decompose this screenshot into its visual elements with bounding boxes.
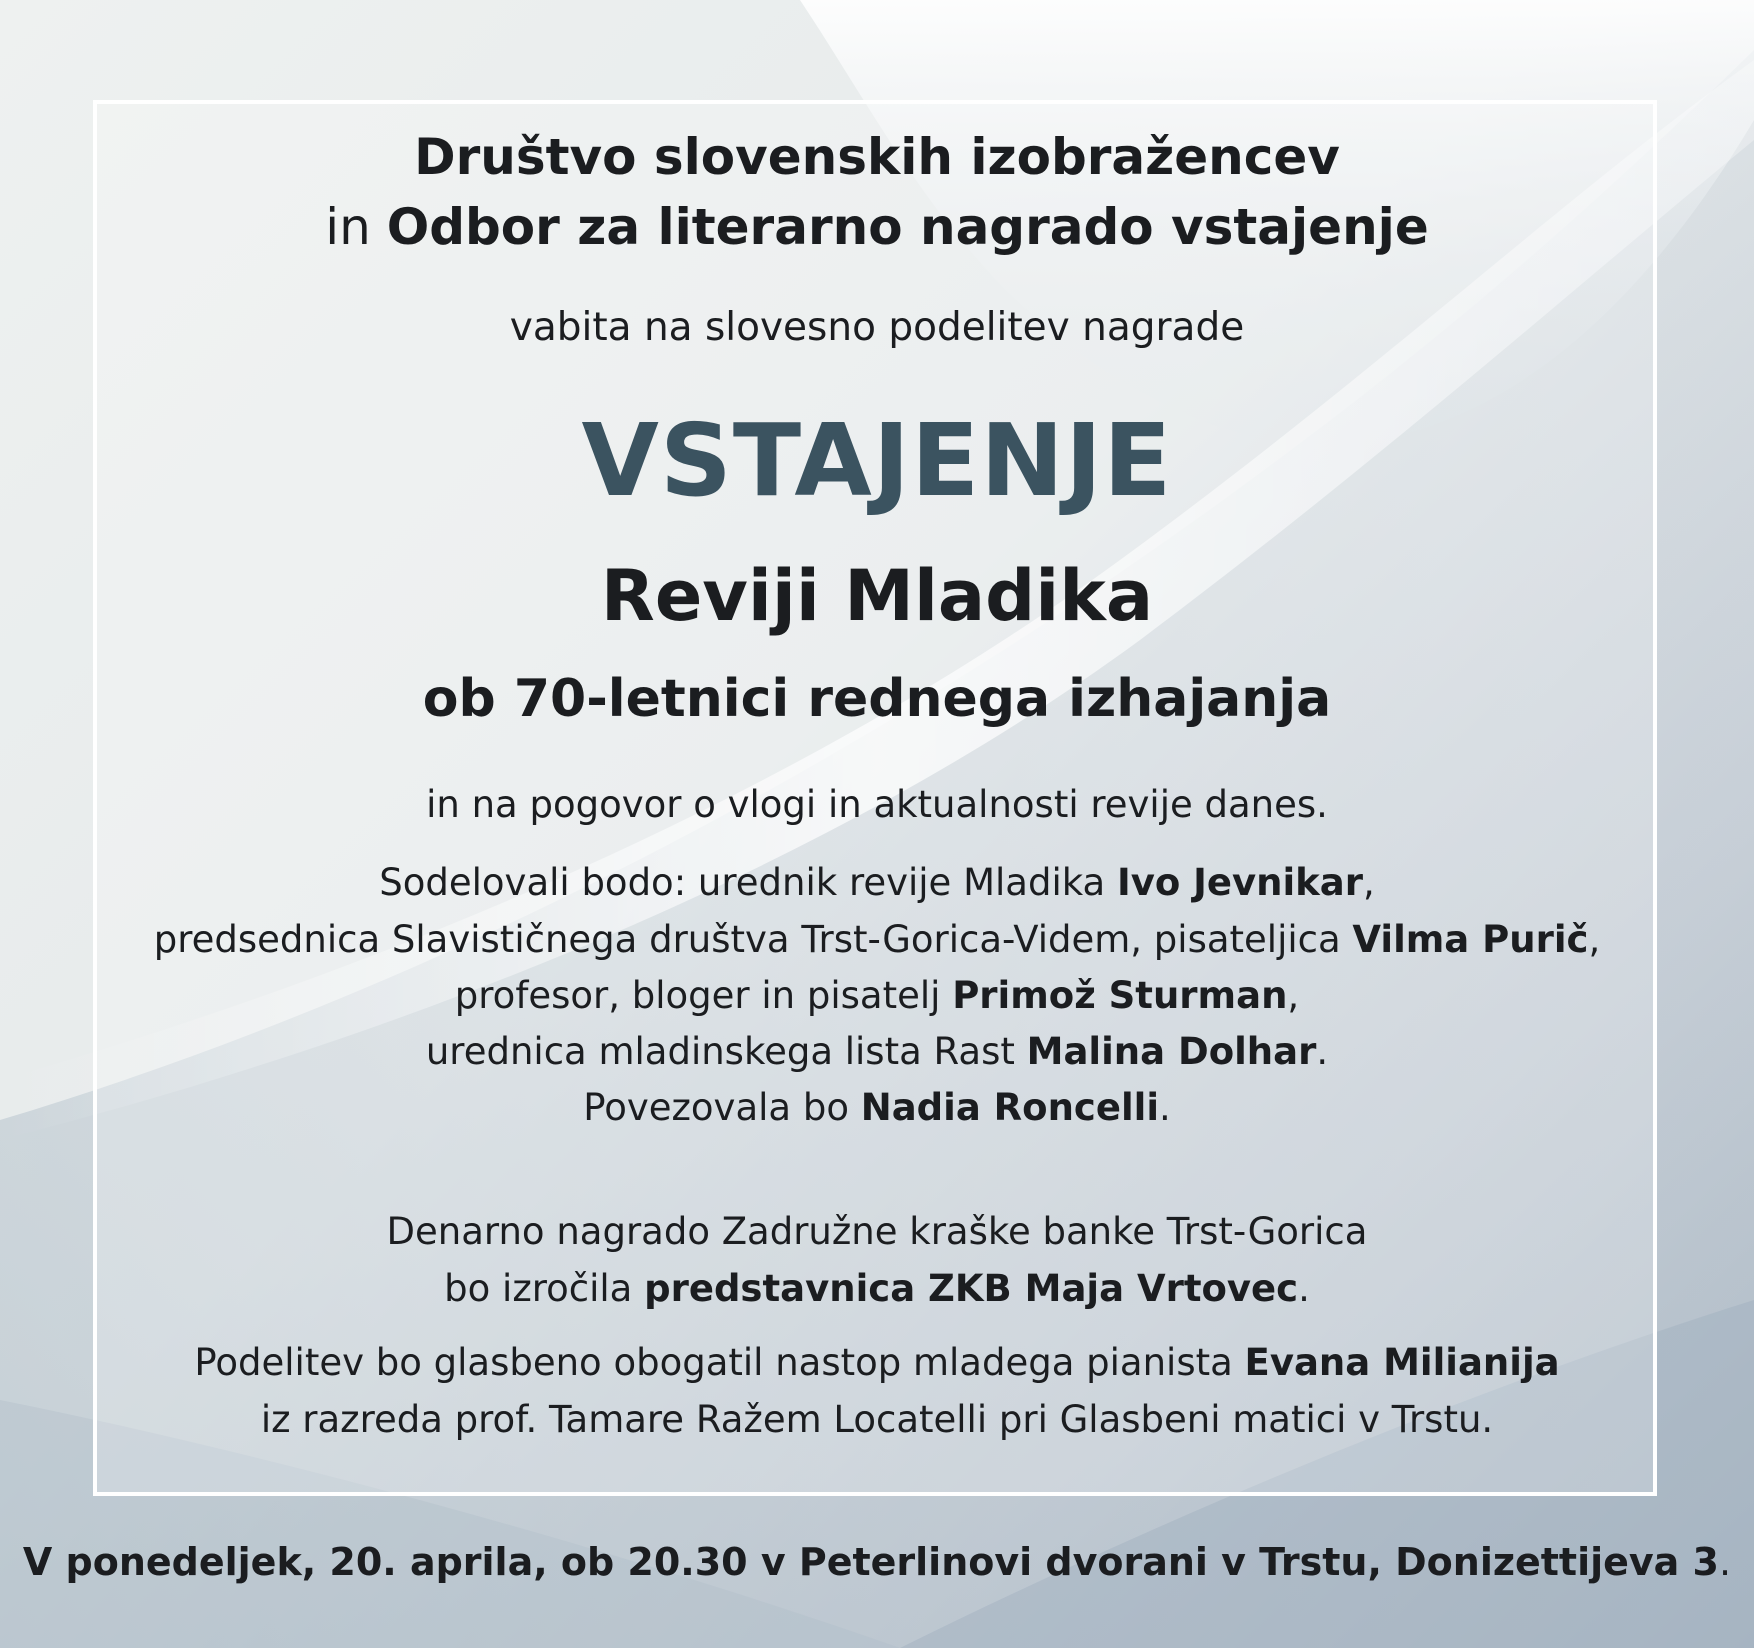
prize-line-2: bo izročila predstavnica ZKB Maja Vrtovec. [444, 1267, 1310, 1310]
pianist-name: Evana Milianija [1244, 1341, 1560, 1384]
participant-name: Vilma Purič [1352, 918, 1589, 961]
moderator-name: Nadia Roncelli [860, 1086, 1160, 1129]
award-title: VSTAJENJE [581, 402, 1173, 519]
organizer-conjunction: in [325, 198, 387, 256]
participant-name: Primož Sturman [952, 974, 1288, 1017]
organizer-committee: Odbor za literarno nagrado vstajenje [386, 198, 1429, 256]
moderator-line: Povezovala bo Nadia Roncelli. [583, 1086, 1171, 1129]
participant-name: Malina Dolhar [1026, 1030, 1317, 1073]
invitation-text: vabita na slovesno podelitev nagrade [509, 305, 1245, 350]
award-occasion: ob 70-letnici rednega izhajanja [422, 669, 1332, 729]
participant-line: predsednica Slavističnega društva Trst-Gorica-Videm, pisateljica Vilma Purič, [153, 918, 1601, 961]
participant-line: Sodelovali bodo: urednik revije Mladika Ivo Jevnikar, [379, 861, 1375, 904]
discussion-intro: in na pogovor o vlogi in aktualnosti revije danes. [426, 783, 1328, 826]
participant-line: urednica mladinskega lista Rast Malina Dolhar. [425, 1030, 1329, 1073]
participant-name: Ivo Jevnikar [1116, 861, 1363, 904]
award-recipient: Reviji Mladika [600, 555, 1154, 637]
organizer-line-2 [0, 198, 1754, 256]
music-line-2: iz razreda prof. Tamare Ražem Locatelli pri Glasbeni matici v Trstu. [260, 1398, 1494, 1441]
participant-line: profesor, bloger in pisatelj Primož Sturman, [454, 974, 1300, 1017]
music-line-1: Podelitev bo glasbeno obogatil nastop mladega pianista Evana Milianija [194, 1341, 1560, 1384]
organizer-line-1: Društvo slovenskih izobražencev [414, 128, 1340, 186]
prize-line-1: Denarno nagrado Zadružne kraške banke Trst-Gorica [386, 1210, 1368, 1253]
prize-presenter: predstavnica ZKB Maja Vrtovec [644, 1267, 1299, 1310]
event-date-location: V ponedeljek, 20. aprila, ob 20.30 v Peterlinovi dvorani v Trstu, Donizettijeva 3. [22, 1540, 1732, 1584]
